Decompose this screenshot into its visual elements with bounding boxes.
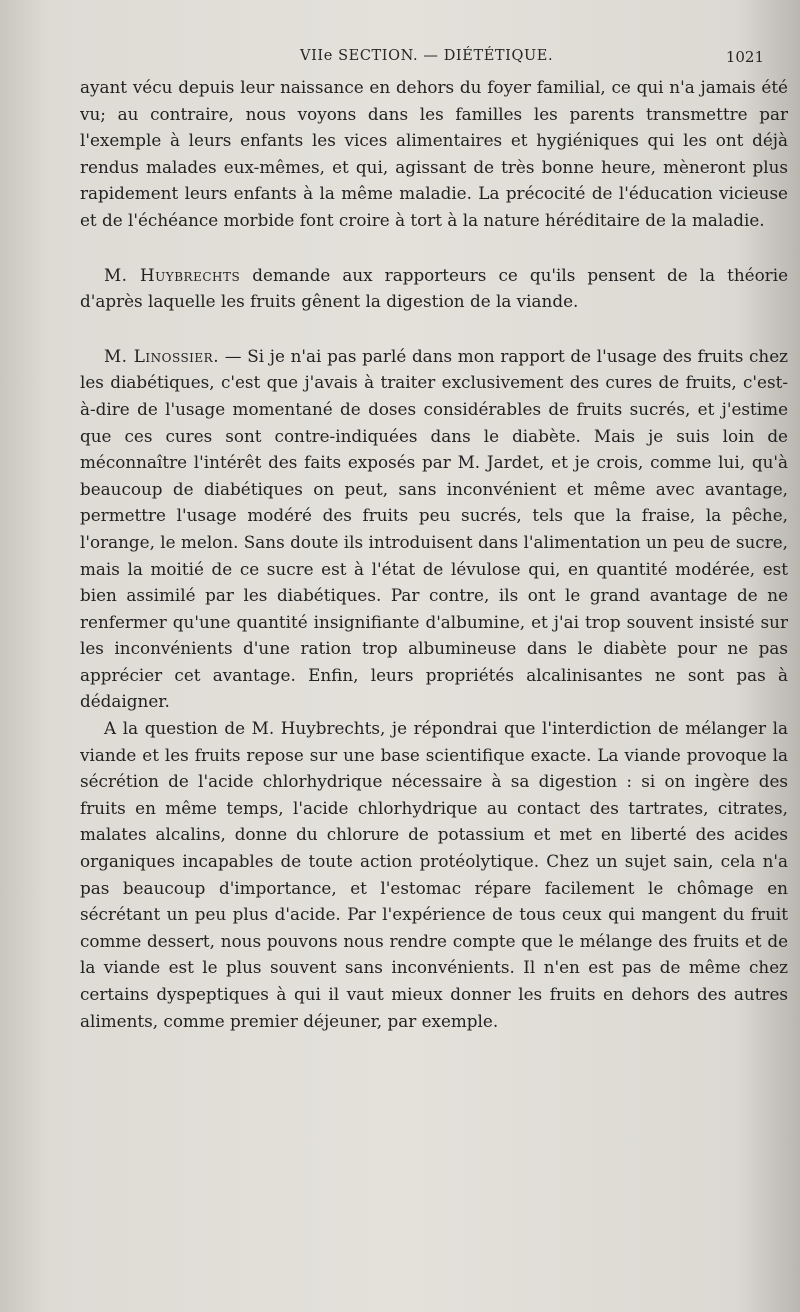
paragraph-text: demande aux rapporteurs ce qu'ils pensent de la théorie d'après laquelle les fruits gênent la digestion de la viande. [80,264,788,312]
body-text [80,74,788,1034]
running-header [0,44,800,70]
paragraph-linossier [80,343,788,715]
paragraph-gap [80,234,788,262]
paragraph-text: — Si je n'ai pas parlé dans mon rapport de l'usage des fruits chez les diabétiques, c'est que j'avais à traiter exclusivement des cures de fruits, c'est-à-dire de l'usage momentané de doses considérables de fruits sucrés, et j'estime que ces cures sont contre-indiquées dans le diabète. Mais je suis loin de méconnaître l'intérêt des faits exposés par M. Jardet, et je crois, comme lui, qu'à beaucoup de diabétiques on peut, sans inconvénient et même avec avantage, permettre l'usage modéré des fruits peu sucrés, tels que la fraise, la pêche, l'orange, le melon. Sans doute ils introduisent dans l'alimentation un peu de sucre, mais la moitié de ce sucre est à l'état de lévulose qui, en quantité modérée, est bien assimilé par les diabétiques. Par contre, ils ont le grand avantage de ne renfermer qu'une quantité insignifiante d'albumine, et j'ai trop souvent insisté sur les inconvénients d'une ration trop albumineuse dans le diabète pour ne pas apprécier cet avantage. Enfin, leurs propriétés alcalinisantes ne sont pas à dédaigner. [80,345,788,712]
paragraph-continuation: ayant vécu depuis leur naissance en dehors du foyer familial, ce qui n'a jamais été vu; au contraire, nous voyons dans les familles les parents transmettre par l'exemple à leurs enfants les vices alimentaires et hygiéniques qui les ont déjà rendus malades eux-mêmes, et qui, agissant de très bonne heure, mèneront plus rapidement leurs enfants à la même maladie. La précocité de l'éducation vicieuse et de l'échéance morbide font croire à tort à la nature héréditaire de la maladie. [80,77,788,230]
paragraph-reply: A la question de M. Huybrechts, je répondrai que l'interdiction de mélanger la viande et les fruits repose sur une base scientifique exacte. La viande provoque la sécrétion de l'acide chlorhydrique nécessaire à sa digestion : si on ingère des fruits en même temps, l'acide chlorhydrique au contact des tartrates, citrates, malates alcalins, donne du chlorure de potassium et met en liberté des acides organiques incapables de toute action protéolytique. Chez un sujet sain, cela n'a pas beaucoup d'importance, et l'estomac répare facilement le chômage en sécrétant un peu plus d'acide. Par l'expérience de tous ceux qui mangent du fruit comme dessert, nous pouvons nous rendre compte que le mélange des fruits et de la viande est le plus souvent sans inconvénients. Il n'en est pas de même chez certains dyspeptiques à qui il vaut mieux donner les fruits en dehors des autres aliments, comme premier déjeuner, par exemple. [80,718,788,1031]
paragraph-gap [80,315,788,343]
paragraph-huybrechts [80,262,788,315]
speaker-name: M. Huybrechts [104,264,241,285]
section-title: VIIe SECTION. — DIÉTÉTIQUE. [300,48,554,64]
page-number: 1021 [725,48,764,66]
speaker-name: M. Linossier. [104,345,220,366]
